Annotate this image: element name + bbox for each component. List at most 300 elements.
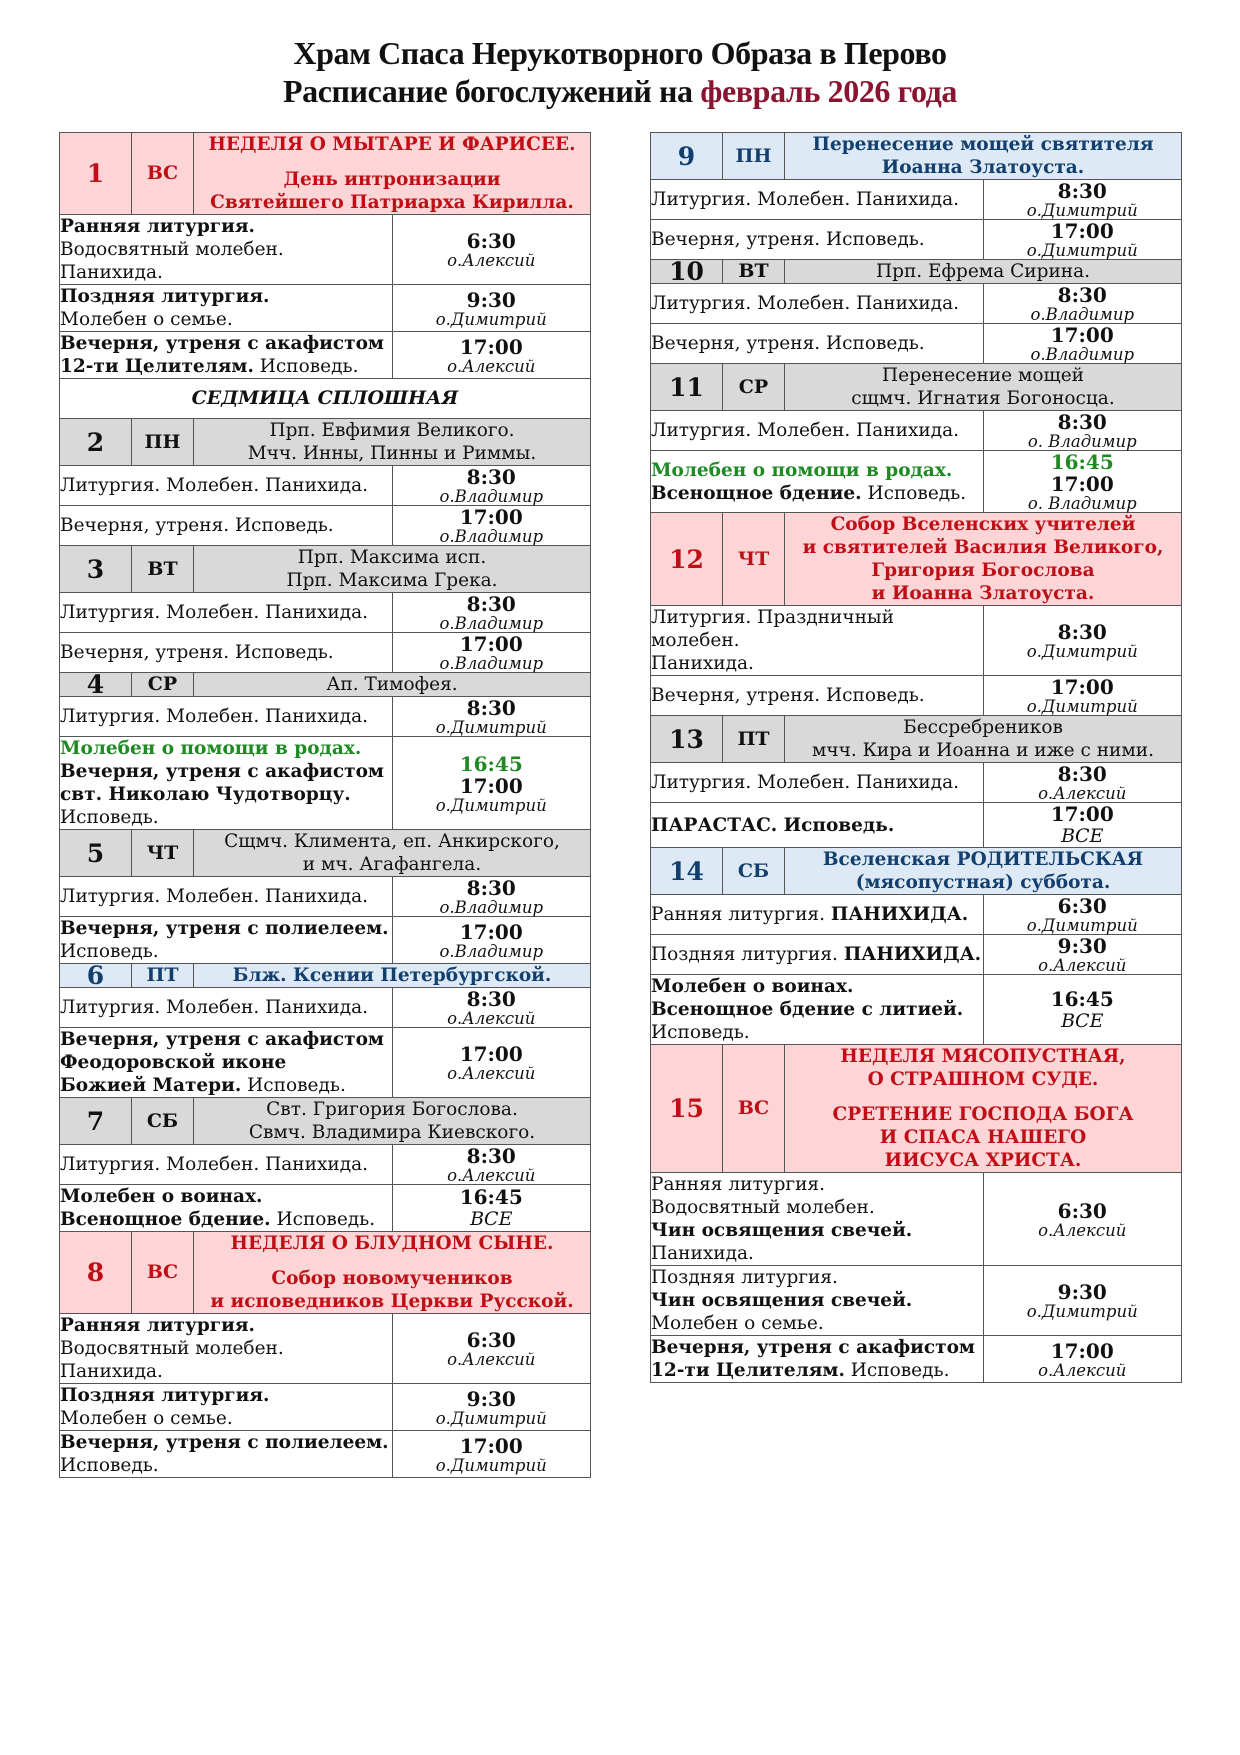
feast-description: [785, 364, 1182, 411]
service-text: Вечерня, утреня. Исповедь.: [60, 515, 334, 536]
feast-line: НЕДЕЛЯ О БЛУДНОМ СЫНЕ.: [230, 1233, 554, 1254]
service-row: [651, 935, 1182, 975]
day-number: 7: [60, 1098, 132, 1145]
feast-line: мчч. Кира и Иоанна и иже с ними.: [812, 740, 1154, 761]
service-row: [60, 285, 591, 332]
service-text: Ранняя литургия.: [651, 1174, 825, 1195]
service-time-cell: [392, 466, 591, 506]
service-time-cell: [392, 332, 591, 379]
service-text: Исповедь.: [253, 356, 359, 377]
weekday: ВТ: [132, 546, 194, 593]
service-text: Вечерня, утреня. Исповедь.: [651, 229, 925, 250]
service-row: [651, 324, 1182, 364]
service-text: Молебен о помощи в родах.: [60, 738, 362, 759]
service-text: Поздняя литургия.: [60, 1385, 270, 1406]
priest-name: о.Алексий: [1038, 784, 1127, 803]
day-header-row: [651, 848, 1182, 895]
service-time: 17:00: [1050, 219, 1114, 243]
feast-line: Сщмч. Климента, еп. Анкирского,: [224, 831, 560, 852]
service-time: 8:30: [466, 876, 516, 900]
weekday: ЧТ: [132, 830, 194, 877]
service-time: 8:30: [466, 592, 516, 616]
week-label: СЕДМИЦА СПЛОШНАЯ: [60, 379, 591, 419]
service-text: Литургия. Молебен. Панихида.: [60, 706, 369, 727]
feast-line: (мясопустная) суббота.: [855, 872, 1111, 893]
service-text: Ранняя литургия.: [60, 216, 255, 237]
feast-line: Перенесение мощей святителя: [812, 134, 1154, 155]
priest-name: о. Владимир: [1027, 432, 1137, 451]
service-time-cell: [983, 895, 1182, 935]
weekday: СБ: [723, 848, 785, 895]
service-text: Вечерня, утреня. Исповедь.: [60, 642, 334, 663]
service-description: [651, 803, 984, 848]
day-number: 2: [60, 419, 132, 466]
service-time: 17:00: [1050, 323, 1114, 347]
day-header-row: [60, 830, 591, 877]
service-description: [60, 593, 393, 633]
weekday: СР: [132, 673, 194, 697]
service-row: [60, 1185, 591, 1232]
service-time: 16:45: [1050, 986, 1114, 1011]
feast-line: Григория Богослова: [871, 560, 1095, 581]
priest-name: о. Владимир: [1027, 494, 1137, 513]
day-number: 4: [60, 673, 132, 697]
service-time-cell: [392, 593, 591, 633]
priest-name: о.Владимир: [439, 654, 544, 673]
weekday: ВТ: [723, 260, 785, 284]
weekday: ПТ: [723, 716, 785, 763]
priest-name: о.Димитрий: [435, 1408, 547, 1428]
priest-name: о.Димитрий: [1026, 241, 1138, 260]
feast-line: и Иоанна Златоуста.: [871, 583, 1095, 604]
day-number: 10: [651, 260, 723, 284]
service-description: [651, 324, 984, 364]
priest-name: ВСЕ: [1061, 825, 1104, 847]
priest-name: о.Алексий: [447, 1350, 536, 1369]
service-text: ПАНИХИДА.: [830, 904, 969, 925]
service-row: [651, 1336, 1182, 1383]
day-header-row: [60, 546, 591, 593]
schedule-column-left: [59, 132, 591, 1478]
service-time-cell: [392, 988, 591, 1028]
feast-line: сщмч. Игнатия Богоносца.: [851, 388, 1115, 409]
service-row: [651, 220, 1182, 260]
service-time-cell: [392, 1145, 591, 1185]
day-header-row: [60, 419, 591, 466]
priest-name: о.Димитрий: [435, 795, 547, 815]
service-description: [60, 1314, 393, 1384]
service-text: Вечерня, утреня с полиелеем.: [60, 918, 389, 939]
service-row: [60, 1314, 591, 1384]
service-time-cell: [392, 285, 591, 332]
service-text: 12-ти Целителям.: [60, 356, 254, 377]
service-time: 17:00: [459, 919, 523, 944]
service-description: [651, 935, 984, 975]
service-row: [60, 215, 591, 285]
service-row: [60, 1384, 591, 1431]
service-time-cell: [983, 451, 1182, 513]
weekday: ПН: [723, 133, 785, 180]
service-time: 8:30: [1057, 179, 1107, 203]
feast-description: [785, 513, 1182, 606]
priest-name: о.Владимир: [439, 941, 544, 961]
priest-name: о.Владимир: [1030, 345, 1135, 364]
feast-description: [194, 419, 591, 466]
priest-name: ВСЕ: [1061, 1009, 1104, 1032]
day-number: 6: [60, 964, 132, 988]
day-number: 1: [60, 133, 132, 215]
priest-name: о.Алексий: [447, 356, 536, 376]
service-description: [60, 697, 393, 737]
feast-line: День интронизации: [283, 169, 501, 190]
priest-name: о.Алексий: [447, 1166, 536, 1185]
service-description: [60, 1431, 393, 1478]
schedule-table-left: [59, 132, 591, 1478]
priest-name: о.Владимир: [439, 527, 544, 546]
service-text: Вечерня, утреня с акафистом: [60, 761, 384, 782]
service-time: 8:30: [1057, 410, 1107, 434]
service-text: Чин освящения свечей.: [651, 1290, 913, 1311]
service-time-cell: [392, 215, 591, 285]
feast-line: Перенесение мощей: [882, 365, 1084, 386]
service-text: Молебен о семье.: [60, 309, 233, 330]
service-text: Исповедь.: [861, 482, 967, 504]
service-row: [60, 1028, 591, 1098]
service-text: Исповедь.: [60, 941, 159, 962]
service-text: Молебен о воинах.: [60, 1186, 263, 1207]
service-description: [651, 975, 984, 1045]
service-time-cell: [983, 220, 1182, 260]
service-text: Литургия. Молебен. Панихида.: [60, 602, 369, 623]
service-text: свт. Николаю Чудотворцу.: [60, 784, 351, 805]
feast-description: [194, 1232, 591, 1314]
day-header-row: [651, 364, 1182, 411]
service-row: [651, 975, 1182, 1045]
service-row: [60, 593, 591, 633]
service-description: [60, 506, 393, 546]
feast-description: [194, 830, 591, 877]
service-description: [651, 1336, 984, 1383]
service-text: Вечерня, утреня с полиелеем.: [60, 1432, 389, 1453]
priest-name: о.Димитрий: [1026, 642, 1138, 661]
page-header: [0, 34, 1240, 110]
day-number: 5: [60, 830, 132, 877]
service-time: 9:30: [466, 287, 516, 312]
priest-name: о.Алексий: [1038, 956, 1127, 975]
service-row: [651, 284, 1182, 324]
service-row: [651, 451, 1182, 513]
feast-description: [194, 673, 591, 697]
priest-name: о.Владимир: [439, 614, 544, 633]
service-time-cell: [392, 506, 591, 546]
service-description: [651, 763, 984, 803]
service-time-cell: [392, 1185, 591, 1232]
service-text: Исповедь.: [241, 1075, 346, 1096]
service-text: Поздняя литургия.: [651, 944, 844, 965]
feast-line: Прп. Ефрема Сирина.: [875, 261, 1091, 282]
service-time: 16:45: [459, 1185, 523, 1209]
weekday: ПН: [132, 419, 194, 466]
priest-name: о.Владимир: [1030, 305, 1135, 324]
schedule-month: февраль 2026 года: [700, 73, 958, 109]
service-description: [60, 737, 393, 830]
service-row: [651, 411, 1182, 451]
feast-description: [194, 546, 591, 593]
weekday: СБ: [132, 1098, 194, 1145]
service-text: Молебен о помощи в родах.: [651, 459, 953, 481]
service-text: ПАРАСТАС. Исповедь.: [651, 814, 895, 836]
service-description: [60, 988, 393, 1028]
service-time-cell: [392, 1384, 591, 1431]
church-title: Храм Спаса Нерукотворного Образа в Перово: [293, 35, 947, 71]
service-description: [651, 220, 984, 260]
priest-name: о.Димитрий: [435, 1455, 547, 1475]
service-text: Молебен о воинах.: [651, 976, 854, 997]
service-row: [60, 1145, 591, 1185]
schedule-column-right: [650, 132, 1182, 1383]
service-row: [60, 506, 591, 546]
day-number: 8: [60, 1232, 132, 1314]
service-time-cell: [983, 1173, 1182, 1266]
service-text: Вечерня, утреня с акафистом: [60, 333, 384, 354]
feast-line: Свмч. Владимира Киевского.: [248, 1122, 536, 1143]
service-time: 8:30: [466, 1144, 516, 1168]
day-header-row: [651, 1045, 1182, 1173]
service-description: [60, 1145, 393, 1185]
priest-name: о.Алексий: [447, 251, 536, 270]
service-time-cell: [983, 411, 1182, 451]
schedule-table-right: [650, 132, 1182, 1383]
priest-name: о.Димитрий: [1026, 916, 1138, 935]
service-text: Литургия. Молебен. Панихида.: [651, 293, 960, 314]
priest-name: о.Димитрий: [1026, 1302, 1138, 1321]
service-description: [651, 606, 984, 676]
day-header-row: [60, 964, 591, 988]
priest-name: о.Алексий: [1038, 1360, 1127, 1380]
service-time-cell: [392, 917, 591, 964]
service-text: Всенощное бдение с литией.: [651, 999, 964, 1020]
service-time: 6:30: [1057, 1198, 1107, 1223]
service-text: Исповедь.: [651, 1022, 750, 1043]
service-text: Литургия. Молебен. Панихида.: [651, 772, 960, 793]
weekday: ВС: [132, 133, 194, 215]
service-row: [60, 466, 591, 506]
service-row: [651, 763, 1182, 803]
feast-line: и святителей Василия Великого,: [802, 537, 1164, 558]
service-time: 8:30: [1057, 283, 1107, 307]
service-text: Исповедь.: [844, 1360, 950, 1381]
service-time-cell: [983, 676, 1182, 716]
service-time-cell: [983, 763, 1182, 803]
service-row: [651, 676, 1182, 716]
service-text: Поздняя литургия.: [60, 286, 270, 307]
feast-line: Ап. Тимофея.: [326, 674, 458, 695]
service-text: Поздняя литургия.: [651, 1267, 838, 1288]
feast-description: [194, 133, 591, 215]
service-time-cell: [392, 737, 591, 830]
service-time: 17:00: [459, 632, 523, 656]
feast-line: Прп. Евфимия Великого.: [269, 420, 515, 441]
service-text: Вечерня, утреня. Исповедь.: [651, 685, 925, 706]
service-time: 8:30: [466, 465, 516, 489]
service-text: Исповедь.: [60, 1455, 159, 1476]
feast-line: СРЕТЕНИЕ ГОСПОДА БОГА: [832, 1104, 1134, 1125]
feast-line: НЕДЕЛЯ О МЫТАРЕ И ФАРИСЕЕ.: [208, 134, 576, 155]
service-description: [60, 466, 393, 506]
priest-name: о.Владимир: [439, 898, 544, 917]
priest-name: о.Димитрий: [1026, 201, 1138, 220]
service-row: [651, 895, 1182, 935]
priest-name: о.Димитрий: [435, 309, 547, 329]
service-time: 17:00: [459, 505, 523, 529]
service-description: [60, 215, 393, 285]
service-description: [60, 285, 393, 332]
priest-name: ВСЕ: [470, 1208, 513, 1230]
service-text: Вечерня, утреня. Исповедь.: [651, 333, 925, 354]
service-text: Литургия. Молебен. Панихида.: [60, 997, 369, 1018]
service-time-cell: [983, 975, 1182, 1045]
day-number: 12: [651, 513, 723, 606]
service-time-cell: [392, 697, 591, 737]
service-time: 9:30: [466, 1386, 516, 1411]
service-text: Водосвятный молебен. Панихида.: [60, 239, 284, 283]
service-description: [651, 284, 984, 324]
service-text: Литургия. Молебен. Панихида.: [60, 1154, 369, 1175]
service-description: [60, 332, 393, 379]
service-text: ПАНИХИДА.: [843, 944, 982, 965]
service-time-cell: [983, 324, 1182, 364]
weekday: ЧТ: [723, 513, 785, 606]
service-time: 6:30: [466, 1328, 516, 1352]
service-time: 17:00: [459, 773, 523, 798]
feast-line: Мчч. Инны, Пинны и Риммы.: [247, 443, 537, 464]
service-text: Панихида.: [651, 1243, 754, 1264]
priest-name: о.Димитрий: [435, 718, 547, 737]
service-text: Феодоровской иконе: [60, 1052, 287, 1073]
feast-line: ИИСУСА ХРИСТА.: [884, 1150, 1082, 1171]
service-description: [60, 1384, 393, 1431]
feast-line: Блж. Ксении Петербургской.: [232, 965, 552, 986]
day-number: 14: [651, 848, 723, 895]
schedule-title-prefix: Расписание богослужений на: [282, 73, 701, 109]
weekday: ПТ: [132, 964, 194, 988]
service-row: [60, 633, 591, 673]
feast-spacer: [785, 1091, 1181, 1103]
service-description: [60, 917, 393, 964]
service-time: 8:30: [466, 696, 516, 720]
priest-name: о.Алексий: [447, 1009, 536, 1028]
feast-line: Вселенская РОДИТЕЛЬСКАЯ: [822, 849, 1144, 870]
service-text: Вечерня, утреня с акафистом: [651, 1337, 975, 1358]
service-time: 6:30: [1057, 894, 1107, 918]
service-description: [60, 1028, 393, 1098]
service-text: Молебен о семье.: [651, 1313, 824, 1334]
service-time-cell: [392, 1028, 591, 1098]
service-time-cell: [983, 284, 1182, 324]
day-header-row: [651, 716, 1182, 763]
service-time-cell: [983, 606, 1182, 676]
service-description: [651, 411, 984, 451]
service-time-cell: [392, 1314, 591, 1384]
day-header-row: [60, 133, 591, 215]
service-time-cell: [392, 877, 591, 917]
service-description: [651, 451, 984, 513]
service-time: 17:00: [459, 334, 523, 359]
day-number: 9: [651, 133, 723, 180]
service-time: 17:00: [459, 1433, 523, 1458]
service-time-cell: [392, 1431, 591, 1478]
service-text: Ранняя литургия.: [651, 904, 831, 925]
service-text: Вечерня, утреня с акафистом: [60, 1029, 384, 1050]
service-time: 8:30: [1057, 762, 1107, 786]
service-description: [60, 877, 393, 917]
feast-line: Прп. Максима исп.: [297, 547, 487, 568]
priest-name: о.Владимир: [439, 487, 544, 506]
feast-description: [785, 133, 1182, 180]
feast-line: и исповедников Церкви Русской.: [210, 1291, 574, 1312]
service-text: Водосвятный молебен.: [651, 1197, 875, 1218]
service-text: Литургия. Молебен. Панихида.: [651, 189, 960, 210]
service-description: [651, 895, 984, 935]
feast-line: Святейшего Патриарха Кирилла.: [210, 192, 574, 213]
feast-description: [194, 964, 591, 988]
service-row: [651, 1173, 1182, 1266]
day-header-row: [651, 260, 1182, 284]
service-text: Чин освящения свечей.: [651, 1220, 913, 1241]
service-time: 8:30: [1057, 620, 1107, 644]
service-text: Водосвятный молебен. Панихида.: [60, 1338, 284, 1382]
service-text: Ранняя литургия.: [60, 1315, 255, 1336]
service-row: [60, 332, 591, 379]
service-row: [60, 988, 591, 1028]
service-row: [651, 803, 1182, 848]
service-time-cell: [983, 935, 1182, 975]
service-row: [60, 917, 591, 964]
service-time: 6:30: [466, 229, 516, 253]
service-description: [651, 180, 984, 220]
day-header-row: [651, 133, 1182, 180]
service-time: 8:30: [466, 987, 516, 1011]
service-text: Литургия. Праздничный молебен.: [651, 607, 894, 651]
feast-spacer: [194, 156, 590, 168]
day-header-row: [60, 1232, 591, 1314]
feast-line: О СТРАШНОМ СУДЕ.: [867, 1069, 1099, 1090]
service-time: 17:00: [1050, 675, 1114, 699]
feast-line: НЕДЕЛЯ МЯСОПУСТНАЯ,: [840, 1046, 1126, 1067]
service-time-cell: [983, 803, 1182, 848]
service-time: 17:00: [1050, 1338, 1114, 1363]
feast-description: [785, 716, 1182, 763]
weekday: ВС: [132, 1232, 194, 1314]
service-row: [651, 180, 1182, 220]
service-row: [60, 697, 591, 737]
schedule-title: [0, 72, 1240, 110]
feast-description: [785, 1045, 1182, 1173]
service-time: 16:45: [459, 751, 523, 776]
feast-spacer: [194, 1255, 590, 1267]
service-text: Исповедь.: [270, 1209, 376, 1230]
service-time: 17:00: [1050, 472, 1114, 496]
service-text: Молебен о семье.: [60, 1408, 233, 1429]
service-text: Панихида.: [651, 653, 754, 674]
service-time: 17:00: [459, 1042, 523, 1066]
service-text: Всенощное бдение.: [651, 482, 862, 504]
feast-line: Свт. Григория Богослова.: [266, 1099, 518, 1120]
day-number: 15: [651, 1045, 723, 1173]
service-row: [60, 737, 591, 830]
feast-line: Прп. Максима Грека.: [286, 570, 498, 591]
service-description: [60, 1185, 393, 1232]
